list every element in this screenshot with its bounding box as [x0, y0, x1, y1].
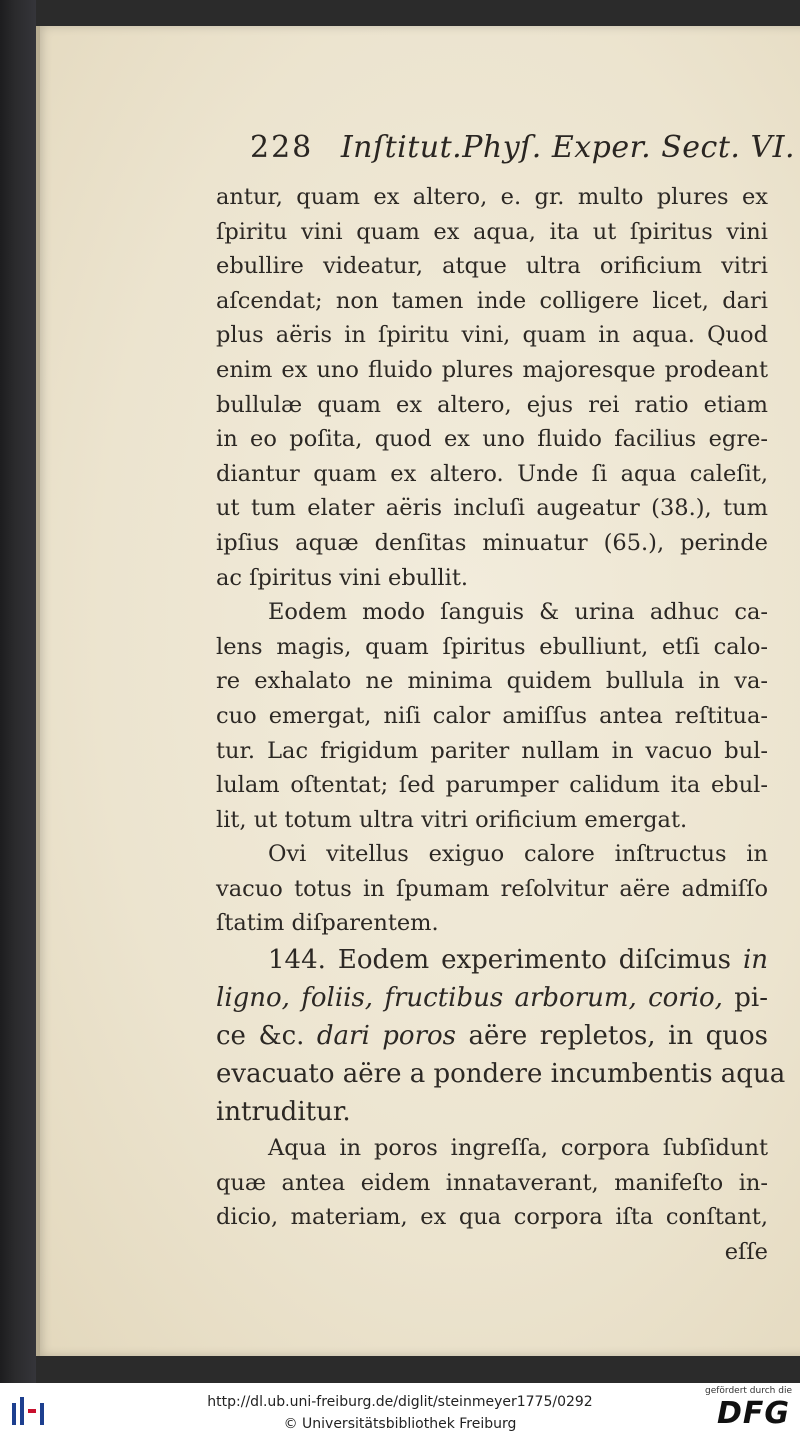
- text-line: lit, ut totum ultra vitri orificium emergat.: [216, 806, 688, 833]
- section-line: intruditur.: [216, 1097, 351, 1128]
- text-line: aſcendat; non tamen inde colligere licet, dari: [216, 287, 768, 314]
- text-line: plus aëris in ſpiritu vini, quam in aqua. Quod: [216, 322, 768, 349]
- section-italic: ligno, foliis, fructibus arborum, corio,: [216, 983, 723, 1014]
- text-line: ſtatim diſparentem.: [216, 910, 439, 937]
- text-line: lens magis, quam ſpiritus ebulliunt, etſi calo-: [216, 633, 768, 660]
- book-spine: [0, 0, 36, 1383]
- section-heading-line: [216, 941, 768, 979]
- section-line: [216, 1017, 768, 1055]
- text-line: tur. Lac frigidum pariter nullam in vacuo bul-: [216, 737, 768, 764]
- page-gutter-edge: [36, 26, 40, 1356]
- text-line: cuo emergat, niſi calor amiſſus antea reſtitua-: [216, 702, 768, 729]
- catchword: eſſe: [724, 1238, 768, 1265]
- text-line: enim ex uno fluido plures majoresque prodeant: [216, 356, 768, 383]
- text-line: dicio, materiam, ex qua corpora iſta conſtant,: [216, 1204, 768, 1231]
- section-line: evacuato aëre a pondere incumbentis aqua: [216, 1059, 786, 1090]
- section-line: [216, 979, 768, 1017]
- text-line: vacuo totus in ſpumam reſolvitur aëre admiſſo: [216, 875, 768, 902]
- copyright-notice: © Universitätsbibliothek Freiburg: [283, 1416, 517, 1432]
- section-italic: dari poros: [316, 1021, 457, 1052]
- text-line: in eo poſita, quod ex uno fluido facilius egre-: [216, 426, 768, 453]
- text-line: lulam oſtentat; ſed parumper calidum ita ebul-: [216, 772, 768, 799]
- text-line: ſpiritu vini quam ex aqua, ita ut ſpiritus vini: [216, 218, 768, 245]
- text-line: ac ſpiritus vini ebullit.: [216, 564, 469, 591]
- text-line: Ovi vitellus exiguo calore inſtructus in: [268, 841, 768, 868]
- text-line: diantur quam ex altero. Unde ſi aqua caleſit,: [216, 460, 768, 487]
- text-line: quæ antea eidem innataverant, manifeſto in-: [216, 1169, 768, 1196]
- section-italic: in: [742, 945, 768, 976]
- text-line: bullulæ quam ex altero, ejus rei ratio etiam: [216, 391, 768, 418]
- text-line: Eodem modo ſanguis & urina adhuc ca-: [268, 599, 768, 626]
- running-head: [250, 128, 795, 168]
- text-line: Aqua in poros ingreſſa, corpora ſubſidunt: [268, 1135, 768, 1162]
- section-text: ce &c.: [216, 1021, 317, 1052]
- viewer-footer: [0, 1383, 800, 1440]
- permalink-url[interactable]: http://dl.ub.uni-freiburg.de/diglit/steinmeyer1775/0292: [207, 1394, 593, 1410]
- text-line: re exhalato ne minima quidem bullula in va-: [216, 668, 768, 695]
- body-text: [216, 180, 786, 1269]
- funding-caption: gefördert durch die: [705, 1386, 792, 1396]
- page-number: 228: [250, 130, 314, 165]
- text-line: ut tum elater aëris incluſi augeatur (38.), tum: [216, 495, 768, 522]
- text-line: antur, quam ex altero, e. gr. multo plures ex: [216, 184, 768, 210]
- section-text: 144. Eodem experimento diſcimus: [268, 945, 743, 976]
- text-line: ipſius aquæ denſitas minuatur (65.), perinde: [216, 529, 768, 556]
- section-text: aëre repletos, in quos: [456, 1021, 769, 1052]
- text-line: ebullire videatur, atque ultra orificium vitri: [216, 253, 768, 280]
- dfg-logo: DFG: [716, 1396, 790, 1431]
- section-text: pi-: [722, 983, 768, 1014]
- running-title: Inſtitut.Phyſ. Exper. Sect. VI.: [340, 130, 796, 165]
